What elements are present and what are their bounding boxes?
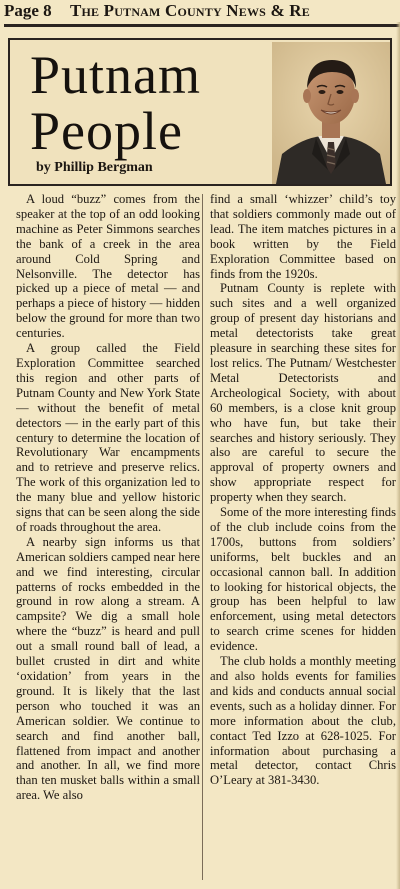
portrait-photo-icon <box>272 42 390 184</box>
header-rule <box>4 24 400 27</box>
article-column-left <box>16 192 200 882</box>
article-paragraph: Putnam County is replete with such sites and a well organized group of present day historians and metal detectorists take great pleasure in searching these sites for lost relics. The Putnam/ Westchester Metal Detectorists and Archeological Society, with about 60 members, is a close knit group who have fun, but take their searches and history seriously. They also are careful to secure the approval of property owners and show appropriate respect for property when they search. <box>210 281 396 505</box>
running-head <box>4 0 400 22</box>
article-paragraph: Some of the more interesting finds of the club include coins from the 1700s, buttons from soldiers’ uniforms, belt buckles and an occasional cannon ball. In addition to looking for historical objects, the group has been helpful to law enforcement, using metal detectors to search crime scenes for hidden evidence. <box>210 505 396 654</box>
page-number: Page 8 <box>4 1 52 20</box>
newspaper-name: The Putnam County News & Re <box>69 1 310 20</box>
column-divider <box>202 194 203 880</box>
column-masthead <box>8 38 392 186</box>
column-title-line2: People <box>30 101 183 161</box>
article-column-right <box>210 192 396 882</box>
page-edge-shadow <box>396 22 400 889</box>
article-paragraph: A group called the Field Exploration Committee searched this region and other parts of Putnam County and New York State — without the benefit of metal detectors — in the early part of this century to determine the location of Revolutionary War encampments and to retrieve and preserve relics. The work of this organization led to the many blue and yellow historic signs that can be seen along the side of roads throughout the area. <box>16 341 200 534</box>
article-paragraph: A nearby sign informs us that American soldiers camped near here and we find interesting, circular patterns of rocks embedded in the ground in row along a stream. A campsite? We dig a small hole where the “buzz” is heard and pull out a small round ball of lead, a bullet crusted in dirt and white ‘oxidation’ from years in the ground. It is likely that the last person who touched it was an American soldier. We continue to search and find another ball, flattened from impact and another and another. In all, we find more than ten musket balls within a small area. We also <box>16 534 200 803</box>
column-title-line1: Putnam <box>30 45 202 105</box>
byline: by Phillip Bergman <box>36 160 153 175</box>
article-paragraph: A loud “buzz” comes from the speaker at the top of an odd looking machine as Peter Simmons searches the bank of a creek in the area around Cold Spring and Nelsonville. The detector has picked up a piece of metal — and perhaps a piece of history — hidden below the ground for more than two centuries. <box>16 192 200 341</box>
article-paragraph: find a small ‘whizzer’ child’s toy that soldiers commonly made out of lead. The item matches pictures in a book written by the Field Exploration Committee based on finds from the 1920s. <box>210 192 396 281</box>
article-paragraph: The club holds a monthly meeting and also holds events for families and kids and conducts annual social events, such as a holiday dinner. For more information about the club, contact Ted Izzo at 628-1025. For information about purchasing a metal detector, contact Chris O’Leary at 381-3430. <box>210 654 396 788</box>
